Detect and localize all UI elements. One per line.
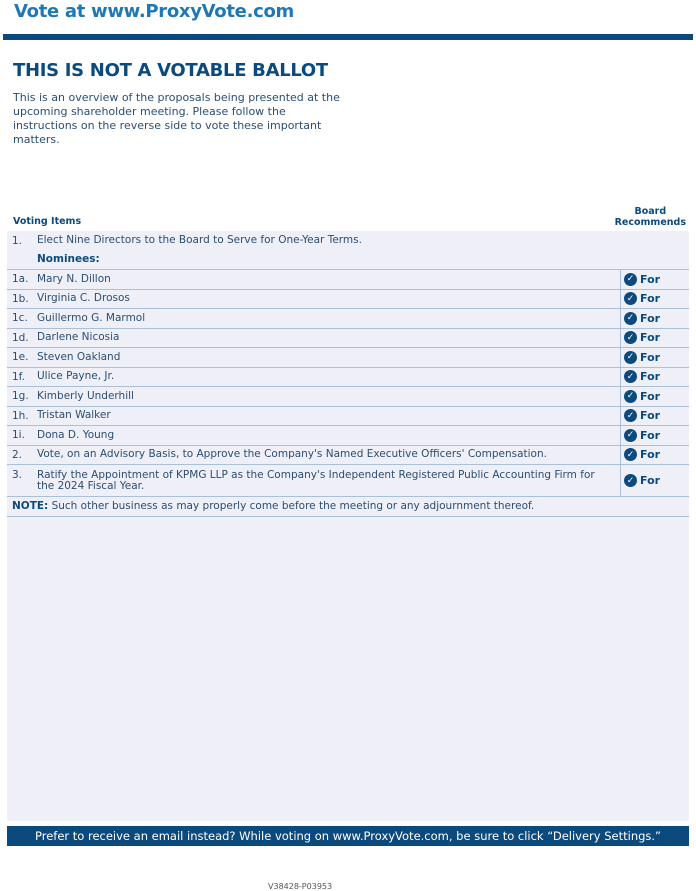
recommendation xyxy=(620,426,689,445)
delivery-settings-banner: Prefer to receive an email instead? While voting on www.ProxyVote.com, be sure to click “Delivery Settings.” xyxy=(7,826,689,846)
table-row xyxy=(7,290,689,310)
note-label: NOTE: xyxy=(12,500,49,513)
check-icon: ✓ xyxy=(624,448,637,461)
note-text: Such other business as may properly come before the meeting or any adjournment thereof. xyxy=(48,500,535,513)
header-line: Board xyxy=(634,206,667,217)
check-icon: ✓ xyxy=(624,351,637,364)
table-row xyxy=(7,387,689,407)
recommendation-value: For xyxy=(640,350,661,364)
table-row xyxy=(7,465,689,497)
recommendation xyxy=(620,387,689,406)
check-icon: ✓ xyxy=(624,409,637,422)
table-row xyxy=(7,251,689,271)
note xyxy=(7,497,689,517)
item-number: 1e. xyxy=(12,351,29,364)
check-icon: ✓ xyxy=(624,474,637,487)
nominees-label: Nominees: xyxy=(37,253,100,266)
item-text: Tristan Walker xyxy=(37,409,111,422)
check-icon: ✓ xyxy=(624,292,637,305)
recommendation-value: For xyxy=(640,409,661,423)
page-title: THIS IS NOT A VOTABLE BALLOT xyxy=(13,60,328,81)
item-text: Mary N. Dillon xyxy=(37,272,111,285)
item-number: 1i. xyxy=(12,429,25,442)
recommendation xyxy=(620,309,689,328)
recommendation xyxy=(620,270,689,289)
item-number: 1g. xyxy=(12,390,29,403)
item-number: 1f. xyxy=(12,370,25,383)
item-text: Dona D. Young xyxy=(37,428,115,441)
intro-text: This is an overview of the proposals being presented at the upcoming shareholder meeting. Please follow the instructions on the reverse side to vote these important matters. xyxy=(13,91,340,146)
item-text: Steven Oakland xyxy=(37,350,121,363)
recommendation-value: For xyxy=(640,474,661,487)
item-text: Ratify the Appointment of KPMG LLP as the Company's Independent Registered Public Accounting Firm for the 2024 Fiscal Year. xyxy=(37,468,595,492)
voting-items-table xyxy=(7,231,689,517)
check-icon: ✓ xyxy=(624,273,637,286)
table-row xyxy=(7,368,689,388)
recommendation xyxy=(620,348,689,367)
table-row xyxy=(7,348,689,368)
item-text: Ulice Payne, Jr. xyxy=(37,370,115,383)
header-divider xyxy=(3,34,693,40)
item-number: 1a. xyxy=(12,273,29,286)
recommendation-value: For xyxy=(640,389,661,403)
recommendation-value: For xyxy=(640,292,661,306)
check-icon: ✓ xyxy=(624,370,637,383)
item-number: 1h. xyxy=(12,409,29,422)
recommendation xyxy=(620,465,689,496)
document-code: V38428-P03953 xyxy=(268,882,333,891)
recommendation xyxy=(620,446,689,465)
check-icon: ✓ xyxy=(624,390,637,403)
vote-url-header: Vote at www.ProxyVote.com xyxy=(14,1,295,22)
table-row xyxy=(7,446,689,466)
recommendation xyxy=(620,407,689,426)
recommendation xyxy=(620,290,689,309)
table-row xyxy=(7,329,689,349)
recommendation xyxy=(620,368,689,387)
recommendation-value: For xyxy=(640,428,661,442)
header-line: Recommends xyxy=(614,217,686,228)
voting-items-header: Voting Items xyxy=(13,216,82,227)
table-row xyxy=(7,426,689,446)
item-number: 3. xyxy=(12,469,23,481)
item-text: Vote, on an Advisory Basis, to Approve the Company's Named Executive Officers' Compensation. xyxy=(37,448,547,461)
item-number: 1d. xyxy=(12,331,29,344)
recommendation-value: For xyxy=(640,272,661,286)
recommendation-value: For xyxy=(640,370,661,384)
check-icon: ✓ xyxy=(624,312,637,325)
check-icon: ✓ xyxy=(624,429,637,442)
item-text: Darlene Nicosia xyxy=(37,331,120,344)
item-number: 2. xyxy=(12,448,23,461)
recommendation xyxy=(620,329,689,348)
table-row xyxy=(7,231,689,251)
recommendation-value: For xyxy=(640,448,661,462)
recommendation-value: For xyxy=(640,311,661,325)
recommendation-value: For xyxy=(640,331,661,345)
item-number: 1b. xyxy=(12,292,29,305)
item-number: 1. xyxy=(12,234,23,247)
table-row xyxy=(7,270,689,290)
board-recommends-header xyxy=(615,206,686,228)
item-text: Kimberly Underhill xyxy=(37,389,134,402)
check-icon: ✓ xyxy=(624,331,637,344)
item-text: Guillermo G. Marmol xyxy=(37,311,146,324)
table-row xyxy=(7,407,689,427)
item-text: Elect Nine Directors to the Board to Serve for One-Year Terms. xyxy=(37,234,362,247)
item-text: Virginia C. Drosos xyxy=(37,292,130,305)
item-number: 1c. xyxy=(12,312,28,325)
table-row xyxy=(7,309,689,329)
